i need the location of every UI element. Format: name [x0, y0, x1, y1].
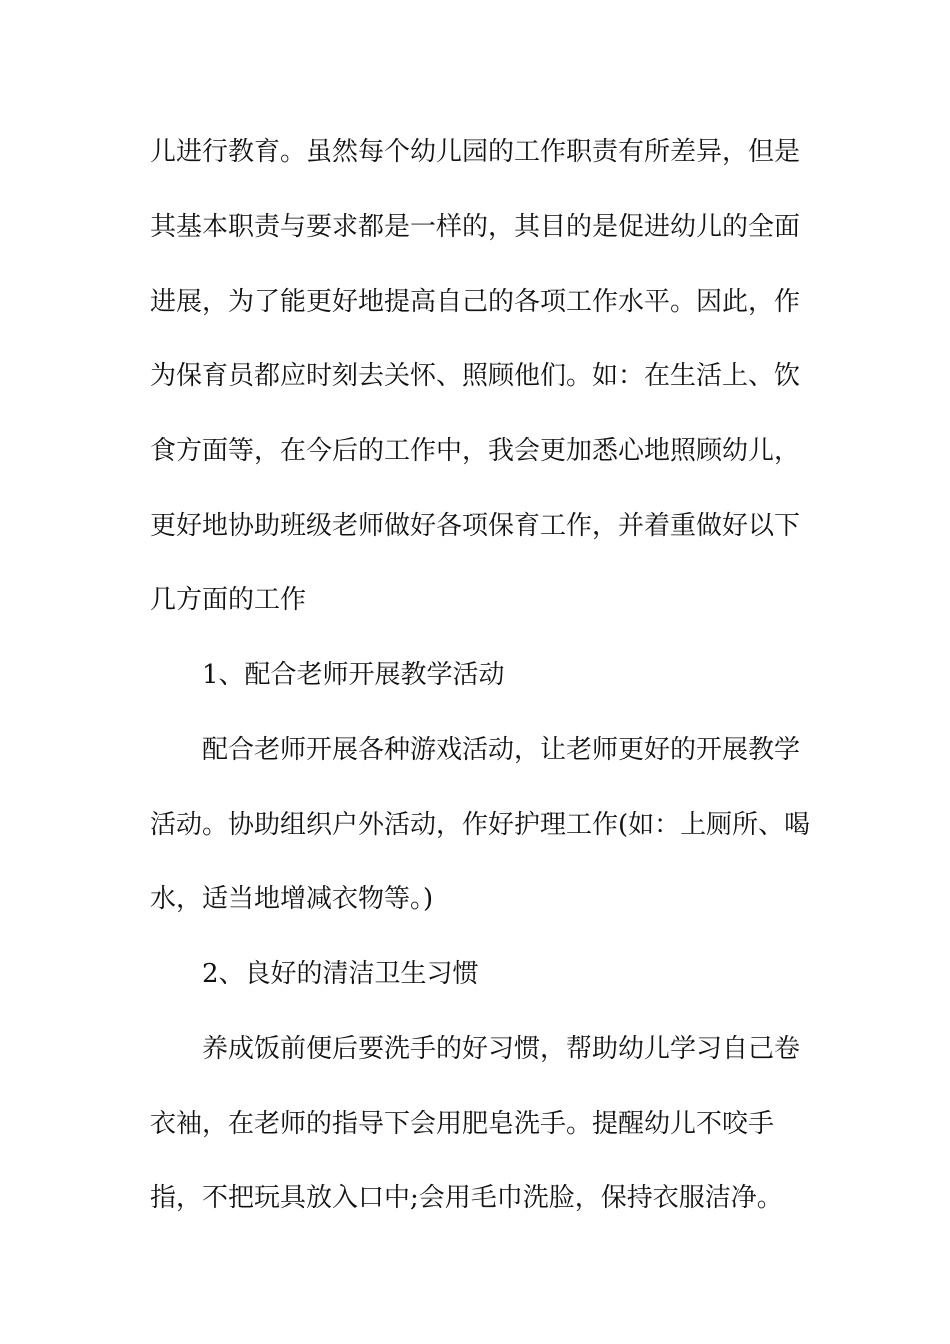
section-heading: 2、良好的清洁卫生习惯	[202, 959, 479, 989]
paragraph-line: 为保育员都应时刻去关怀、照顾他们。如：在生活上、饮	[150, 361, 801, 391]
paragraph-line: 指，不把玩具放入口中;会用毛巾洗脸，保持衣服洁净。	[150, 1183, 783, 1213]
paragraph-line: 进展，为了能更好地提高自己的各项工作水平。因此，作	[150, 287, 801, 317]
paragraph-line: 儿进行教育。虽然每个幼儿园的工作职责有所差异，但是	[150, 137, 801, 167]
paragraph-line: 养成饭前便后要洗手的好习惯，帮助幼儿学习自己卷	[202, 1034, 801, 1064]
paragraph-line: 衣袖，在老师的指导下会用肥皂洗手。提醒幼儿不咬手	[150, 1109, 775, 1139]
paragraph-line: 更好地协助班级老师做好各项保育工作，并着重做好以下	[150, 511, 801, 541]
paragraph-line: 配合老师开展各种游戏活动，让老师更好的开展教学	[202, 735, 801, 765]
paragraph-line: 水，适当地增减衣物等。)	[150, 884, 434, 914]
section-heading: 1、配合老师开展教学活动	[202, 660, 505, 690]
paragraph-line: 几方面的工作	[150, 585, 307, 615]
paragraph-line: 食方面等，在今后的工作中，我会更加悉心地照顾幼儿，	[150, 436, 801, 466]
paragraph-line: 活动。协助组织户外活动，作好护理工作(如：上厕所、喝	[150, 810, 811, 840]
paragraph-line: 其基本职责与要求都是一样的，其目的是促进幼儿的全面	[150, 212, 801, 242]
